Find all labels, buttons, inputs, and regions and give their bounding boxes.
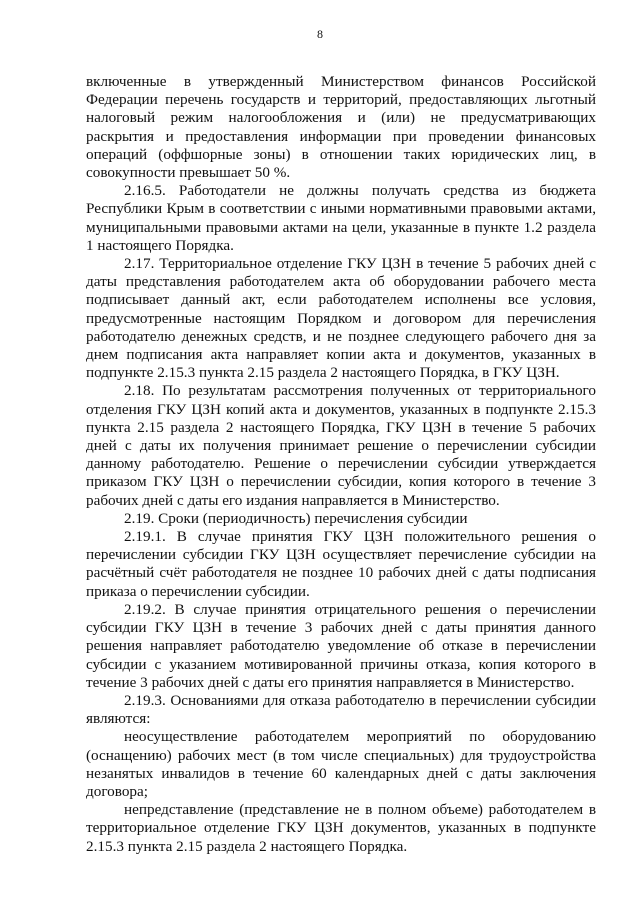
paragraph-2-19: 2.19. Сроки (периодичность) перечисления субсидии	[124, 509, 468, 527]
paragraph-2-19-1: 2.19.1. В случае принятия ГКУ ЦЗН положительного решения о перечислении субсидии ГКУ ЦЗН осуществляет перечисление субсидии на расчётный счёт работодателя не позднее 10 рабочих дней с даты подписания приказа о перечислении субсидии.	[86, 528, 596, 600]
paragraph-2-19-2: 2.19.2. В случае принятия отрицательного решения о перечислении субсидии ГКУ ЦЗН в течение 3 рабочих дней с даты принятия данного решения направляет работодателю уведомление об отказе в перечислении субсидии с указанием мотивированной причины отказа, копия которого в течение 3 рабочих дней с даты его принятия направляется в Министерство.	[86, 600, 596, 691]
paragraph-continuation: включенные в утвержденный Министерством финансов Российской Федерации перечень государств и территорий, предоставляющих льготный налоговый режим налогообложения и (или) не предусматривающих раскрытия и предоставления информации при проведении финансовых операций (оффшорные зоны) в отношении таких юридических лиц, в совокупности превышает 50 %.	[86, 73, 596, 182]
page-number: 8	[317, 27, 323, 41]
paragraph-2-17: 2.17. Территориальное отделение ГКУ ЦЗН в течение 5 рабочих дней с даты представления работодателем акта об оборудовании рабочего места подписывает данный акт, если работодателем исполнены все условия, предусмотренные настоящим Порядком и договором для перечисления работодателю денежных средств, и не позднее следующего рабочего дня за днем подписания акта направляет копии акта и документов, указанных в подпункте 2.15.3 пункта 2.15 раздела 2 настоящего Порядка, в ГКУ ЦЗН.	[86, 255, 596, 382]
paragraph-2-18: 2.18. По результатам рассмотрения полученных от территориального отделения ГКУ ЦЗН копий акта и документов, указанных в подпункте 2.15.3 пункта 2.15 раздела 2 настоящего Порядка, ГКУ ЦЗН в течение 5 рабочих дней с даты их получения принимает решение о перечислении субсидии данному работодателю. Решение о перечислении субсидии утверждается приказом ГКУ ЦЗН о перечислении субсидии, копия которого в течение 3 рабочих дней с даты его издания направляется в Министерство.	[86, 382, 596, 509]
paragraph-2-19-3: 2.19.3. Основаниями для отказа работодателю в перечислении субсидии являются:	[86, 691, 596, 728]
document-body	[86, 73, 596, 856]
paragraph-refusal-reason-1: неосуществление работодателем мероприятий по оборудованию (оснащению) рабочих мест (в том числе специальных) для трудоустройства незанятых инвалидов в течение 60 календарных дней с даты заключения договора;	[86, 728, 596, 800]
paragraph-refusal-reason-2: непредставление (представление не в полном объеме) работодателем в территориальное отделение ГКУ ЦЗН документов, указанных в подпункте 2.15.3 пункта 2.15 раздела 2 настоящего Порядка.	[86, 801, 596, 855]
paragraph-2-16-5: 2.16.5. Работодатели не должны получать средства из бюджета Республики Крым в соответствии с иными нормативными правовыми актами, муниципальными правовыми актами на цели, указанные в пункте 1.2 раздела 1 настоящего Порядка.	[86, 182, 596, 254]
